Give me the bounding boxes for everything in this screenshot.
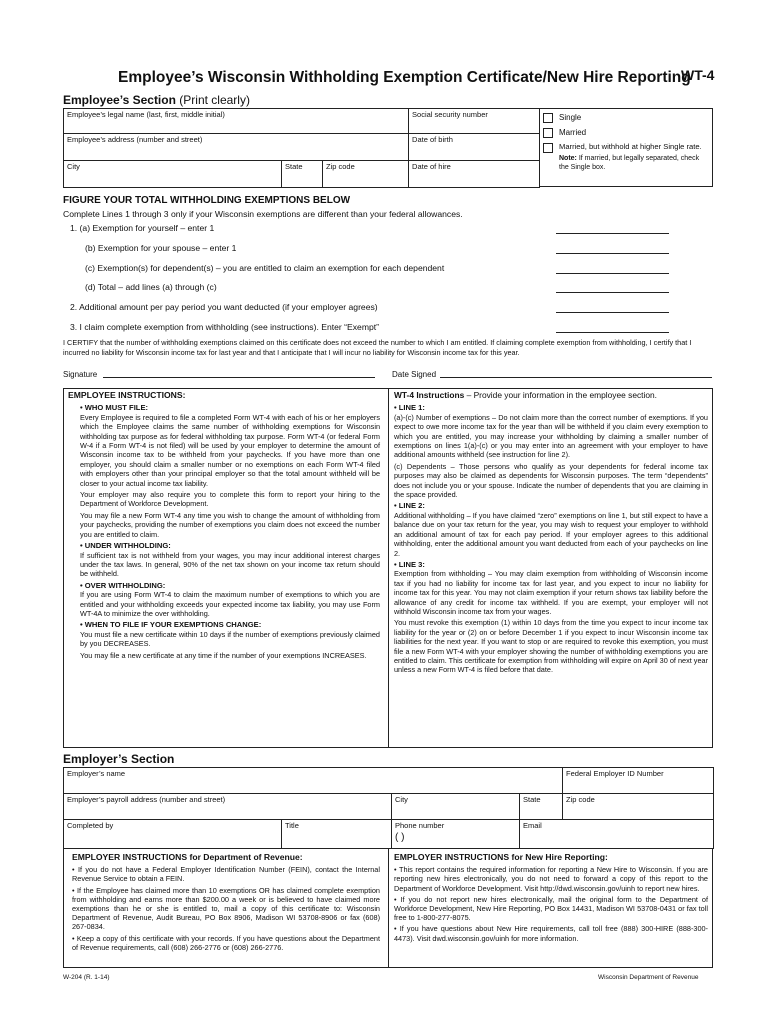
- over-withholding-heading: • OVER WITHHOLDING:: [80, 580, 166, 590]
- fein-field[interactable]: [563, 768, 714, 794]
- employee-state-label: State: [285, 162, 303, 171]
- married-checkbox[interactable]: [543, 128, 553, 138]
- employer-city-label: City: [395, 795, 408, 804]
- line-2-label: 2. Additional amount per pay period you want deducted (if your employer agrees): [70, 302, 378, 312]
- employer-address-label: Employer’s payroll address (number and street): [67, 795, 226, 804]
- title-field[interactable]: [282, 820, 392, 849]
- wt4-instructions-heading-line: [394, 391, 708, 400]
- employer-info-grid: [63, 767, 714, 849]
- line-1a-input[interactable]: [556, 223, 669, 234]
- new-hire-instr-questions: • If you have questions about New Hire requirements, call toll free (888) 300-HIRE (888-300-4473). Visit dwd.wisconsin.gov/uinh for more information.: [394, 924, 708, 943]
- who-must-file-text: Every Employee is required to file a completed Form WT-4 with each of his or her employers which the Employee claims the same number of withholding exemptions for Wisconsin withholding tax purpose as for federal withholding tax purpose. Form WT-4 (or federal Form W-4 if a Form WT-4 is not filed) will be used by your employer to determine the amount of Wisconsin income tax to be withheld from your paychecks. If you have more than one employer, you should claim a smaller number or no exemptions on each Form WT-4 filed with employers other than your principal employer so that the total amount withheld will be closer to your actual income tax liability.: [80, 412, 380, 488]
- wt4-instructions-subtitle: – Provide your information in the employee section.: [464, 390, 657, 400]
- when-to-file-heading: • WHEN TO FILE IF YOUR EXEMPTIONS CHANGE:: [80, 620, 262, 630]
- when-to-file-decrease: You must file a new certificate within 10 days if the number of exemptions previously claimed by you DECREASES.: [80, 629, 380, 649]
- married-higher-checkbox[interactable]: [543, 143, 553, 153]
- exemptions-heading: FIGURE YOUR TOTAL WITHHOLDING EXEMPTIONS BELOW: [63, 195, 351, 206]
- under-withholding-heading: • UNDER WITHHOLDING:: [80, 541, 171, 551]
- under-withholding-text: If sufficient tax is not withheld from your wages, you may incur additional interest charges under the tax laws. In general, 90% of the net tax shown on your income tax return should be withheld.: [80, 550, 380, 579]
- employer-section-heading: Employer’s Section: [63, 752, 175, 766]
- single-label: Single: [559, 113, 582, 122]
- employee-section-heading: [63, 93, 250, 107]
- employee-state-field[interactable]: [282, 161, 323, 188]
- dor-instr-mail: • If the Employee has claimed more than 10 exemptions OR has claimed complete exemption from withholding and earns more than $200.00 a week or is believed to have claimed more exemptions than he or she is entitled to, mail a copy of this certificate to: Wisconsin Department of Revenue, Audit Bureau, PO Box 8906, Madison WI 53708-8906 or fax (608) 267-0834.: [72, 885, 380, 932]
- employer-name-label: Employer’s name: [67, 769, 126, 778]
- line-1b-input[interactable]: [556, 243, 669, 254]
- new-hire-instructions: [394, 853, 708, 945]
- married-higher-label: Married, but withhold at higher Single rate.: [559, 142, 702, 151]
- employee-instructions-heading: EMPLOYEE INSTRUCTIONS:: [68, 390, 186, 400]
- dob-field[interactable]: [409, 134, 540, 161]
- new-hire-instr-report: • This report contains the required information for reporting a New Hire to Wisconsin. If you are reporting new hires electronically, you do not need to forward a copy of this report to the Department of Workforce Development. Visit http://dwd.wisconsin.gov/uinh to report new hires.: [394, 865, 708, 893]
- ssn-label: Social security number: [412, 110, 488, 119]
- instructions-divider: [388, 388, 389, 748]
- who-must-file-hiring: Your employer may also require you to complete this form to report your hiring to the Department of Workforce Development.: [80, 490, 380, 509]
- dor-instr-keep-copy: • Keep a copy of this certificate with your records. If you have questions about the Department of Revenue requirements, call (608) 266-2776 or (608) 266-2776.: [72, 933, 380, 952]
- line-1b-label: (b) Exemption for your spouse – enter 1: [85, 243, 237, 253]
- employer-name-field[interactable]: [64, 768, 563, 794]
- line2-instr-heading: • LINE 2:: [394, 501, 425, 511]
- line-3-label: 3. I claim complete exemption from withholding (see instructions). Enter “Exempt”: [70, 322, 380, 332]
- married-label: Married: [559, 128, 587, 137]
- title-label: Title: [285, 821, 299, 830]
- print-clearly-note: (Print clearly): [179, 93, 250, 107]
- hire-date-field[interactable]: [409, 161, 540, 188]
- signature-line[interactable]: [103, 377, 375, 378]
- employee-info-grid: [63, 108, 540, 188]
- hire-date-label: Date of hire: [412, 162, 451, 171]
- who-must-file-change: You may file a new Form WT-4 any time you wish to change the amount of withholding from your paychecks, providing the number of exemptions you claim does not exceed the number you are entitled to claim.: [80, 510, 380, 539]
- employee-city-field[interactable]: [64, 161, 282, 188]
- employer-state-field[interactable]: [520, 794, 563, 820]
- who-must-file-heading: • WHO MUST FILE:: [80, 403, 149, 413]
- dor-instr-fein: • If you do not have a Federal Employer Identification Number (FEIN), contact the Internal Revenue Service to obtain a FEIN.: [72, 865, 380, 884]
- form-title: Employee’s Wisconsin Withholding Exemption Certificate/New Hire Reporting: [118, 69, 691, 86]
- note-text: If married, but legally separated, check the Single box.: [559, 155, 700, 171]
- fein-label: Federal Employer ID Number: [566, 769, 664, 778]
- line-2-input[interactable]: [556, 302, 669, 313]
- employer-zip-label: Zip code: [566, 795, 595, 804]
- department-footer: Wisconsin Department of Revenue: [598, 974, 699, 981]
- dor-instructions: [72, 853, 380, 954]
- employee-city-label: City: [67, 162, 80, 171]
- employer-city-field[interactable]: [392, 794, 520, 820]
- employer-instructions-divider: [388, 848, 389, 968]
- line-1c-label: (c) Exemption(s) for dependent(s) – you are entitled to claim an exemption for each dependent: [85, 263, 445, 273]
- ssn-field[interactable]: [409, 109, 540, 134]
- email-label: Email: [523, 821, 542, 830]
- line3-instr-revoke: You must revoke this exemption (1) within 10 days from the time you expect to incur income tax liability for the year or (2) on or before December 1 if you expect to incur Wisconsin income tax liabilities for the next year. If you want to stop or are required to revoke this exemption, you must file a new Form WT-4 with your employer showing the number of withholding exemptions you are entitled to claim. This certificate for exemption from withholding will expire on April 30 of next year unless a new Form WT-4 is filed before that date.: [394, 618, 708, 675]
- employee-name-label: Employee’s legal name (last, first, middle initial): [67, 110, 225, 119]
- exemptions-intro: Complete Lines 1 through 3 only if your Wisconsin exemptions are different than your federal allowances.: [63, 209, 463, 219]
- form-revision: W-204 (R. 1-14): [63, 974, 110, 981]
- when-to-file-increase: You may file a new certificate at any time if the number of your exemptions INCREASES.: [80, 650, 367, 660]
- single-checkbox[interactable]: [543, 113, 553, 123]
- employee-zip-field[interactable]: [323, 161, 409, 188]
- line1-instr-exemptions: (a)-(c) Number of exemptions – Do not claim more than the correct number of exemptions. If you expect to owe more income tax for the year than will be withheld if you claim every exemption to which you are entitled, you may increase your withholding by claiming a smaller number of exemptions on lines 1(a)-(c) or you may enter into an agreement with your employer to have additional amounts withheld (see instruction for line 2).: [394, 412, 708, 460]
- email-field[interactable]: [520, 820, 714, 849]
- line3-instr-exemption: Exemption from withholding – You may claim exemption from withholding of Wisconsin income tax if you had no liability for income tax for last year, and you expect to incur no liability for income tax for this year. You may not claim exemption if your return shows tax liability before the allowance of any credit for income tax withheld. If you are exempt, your employer will not withhold Wisconsin income tax from your wages.: [394, 569, 708, 616]
- marital-status-box: [539, 108, 713, 187]
- employee-instructions: [68, 391, 380, 662]
- phone-field[interactable]: [392, 820, 520, 849]
- line-1d-label: (d) Total – add lines (a) through (c): [85, 282, 217, 292]
- employer-state-label: State: [523, 795, 541, 804]
- phone-parens: ( ): [395, 832, 405, 843]
- employee-name-field[interactable]: [64, 109, 409, 134]
- separated-note: [543, 155, 709, 172]
- note-label: Note:: [559, 155, 577, 162]
- new-hire-instructions-heading: EMPLOYER INSTRUCTIONS for New Hire Reporting:: [394, 852, 608, 862]
- new-hire-instr-mail: • If you do not report new hires electronically, mail the original form to the Department of Workforce Development, New Hire Reporting, PO Box 14431, Madison WI 53708-0431 or fax toll free to 1-800-277-8075.: [394, 894, 708, 923]
- employee-address-label: Employee’s address (number and street): [67, 135, 203, 144]
- employer-zip-field[interactable]: [563, 794, 714, 820]
- line-3-input[interactable]: [556, 322, 669, 333]
- completed-by-field[interactable]: [64, 820, 282, 849]
- employee-section-title: Employee’s Section: [63, 93, 176, 107]
- employee-zip-label: Zip code: [326, 162, 355, 171]
- line3-instr-heading: • LINE 3:: [394, 559, 425, 569]
- over-withholding-text: If you are using Form WT-4 to claim the maximum number of exemptions to which you are entitled and your withholding exceeds your expected income tax liability, you may use Form WT-4A to minimize the over withholding.: [80, 590, 380, 618]
- completed-by-label: Completed by: [67, 821, 114, 830]
- phone-label: Phone number: [395, 821, 445, 830]
- date-signed-label: Date Signed: [392, 370, 437, 379]
- line1-instr-dependents: (c) Dependents – Those persons who qualify as your dependents for federal income tax purposes may also be claimed as dependents for Wisconsin purposes. The term “dependents” does not include you or your spouse. Indicate the number of dependents that you are claiming in the space provided.: [394, 461, 708, 500]
- employer-address-field[interactable]: [64, 794, 392, 820]
- date-signed-line[interactable]: [440, 377, 712, 378]
- employee-address-field[interactable]: [64, 134, 409, 161]
- line1-instr-heading: • LINE 1:: [394, 403, 425, 413]
- line-1d-input[interactable]: [556, 282, 669, 293]
- line-1c-input[interactable]: [556, 263, 669, 274]
- wt4-instructions-heading: WT-4 Instructions: [394, 390, 465, 400]
- wt4-instructions: [394, 391, 708, 677]
- certification-text: I CERTIFY that the number of withholding exemptions claimed on this certificate does not exceed the number to which I am entitled. If claiming complete exemption from withholding, I certify that I incurred no liability for Wisconsin income tax for last year and that I anticipate that I will incur no liability for Wisconsin income tax for this year.: [63, 338, 692, 357]
- form-id: WT-4: [681, 67, 715, 83]
- dob-label: Date of birth: [412, 135, 453, 144]
- line2-instr-text: Additional withholding – If you have claimed “zero” exemptions on line 1, but still expect to have a balance due on your tax return for the year, you may wish to request your employer to withhold an additional amount of tax for each pay period. If your employer agrees to this additional withholding, enter the additional amount you want deducted from each of your paychecks on line 2.: [394, 510, 708, 558]
- dor-instructions-heading: EMPLOYER INSTRUCTIONS for Department of Revenue:: [72, 852, 303, 862]
- line-1a-label: 1. (a) Exemption for yourself – enter 1: [70, 223, 215, 233]
- signature-label: Signature: [63, 370, 98, 379]
